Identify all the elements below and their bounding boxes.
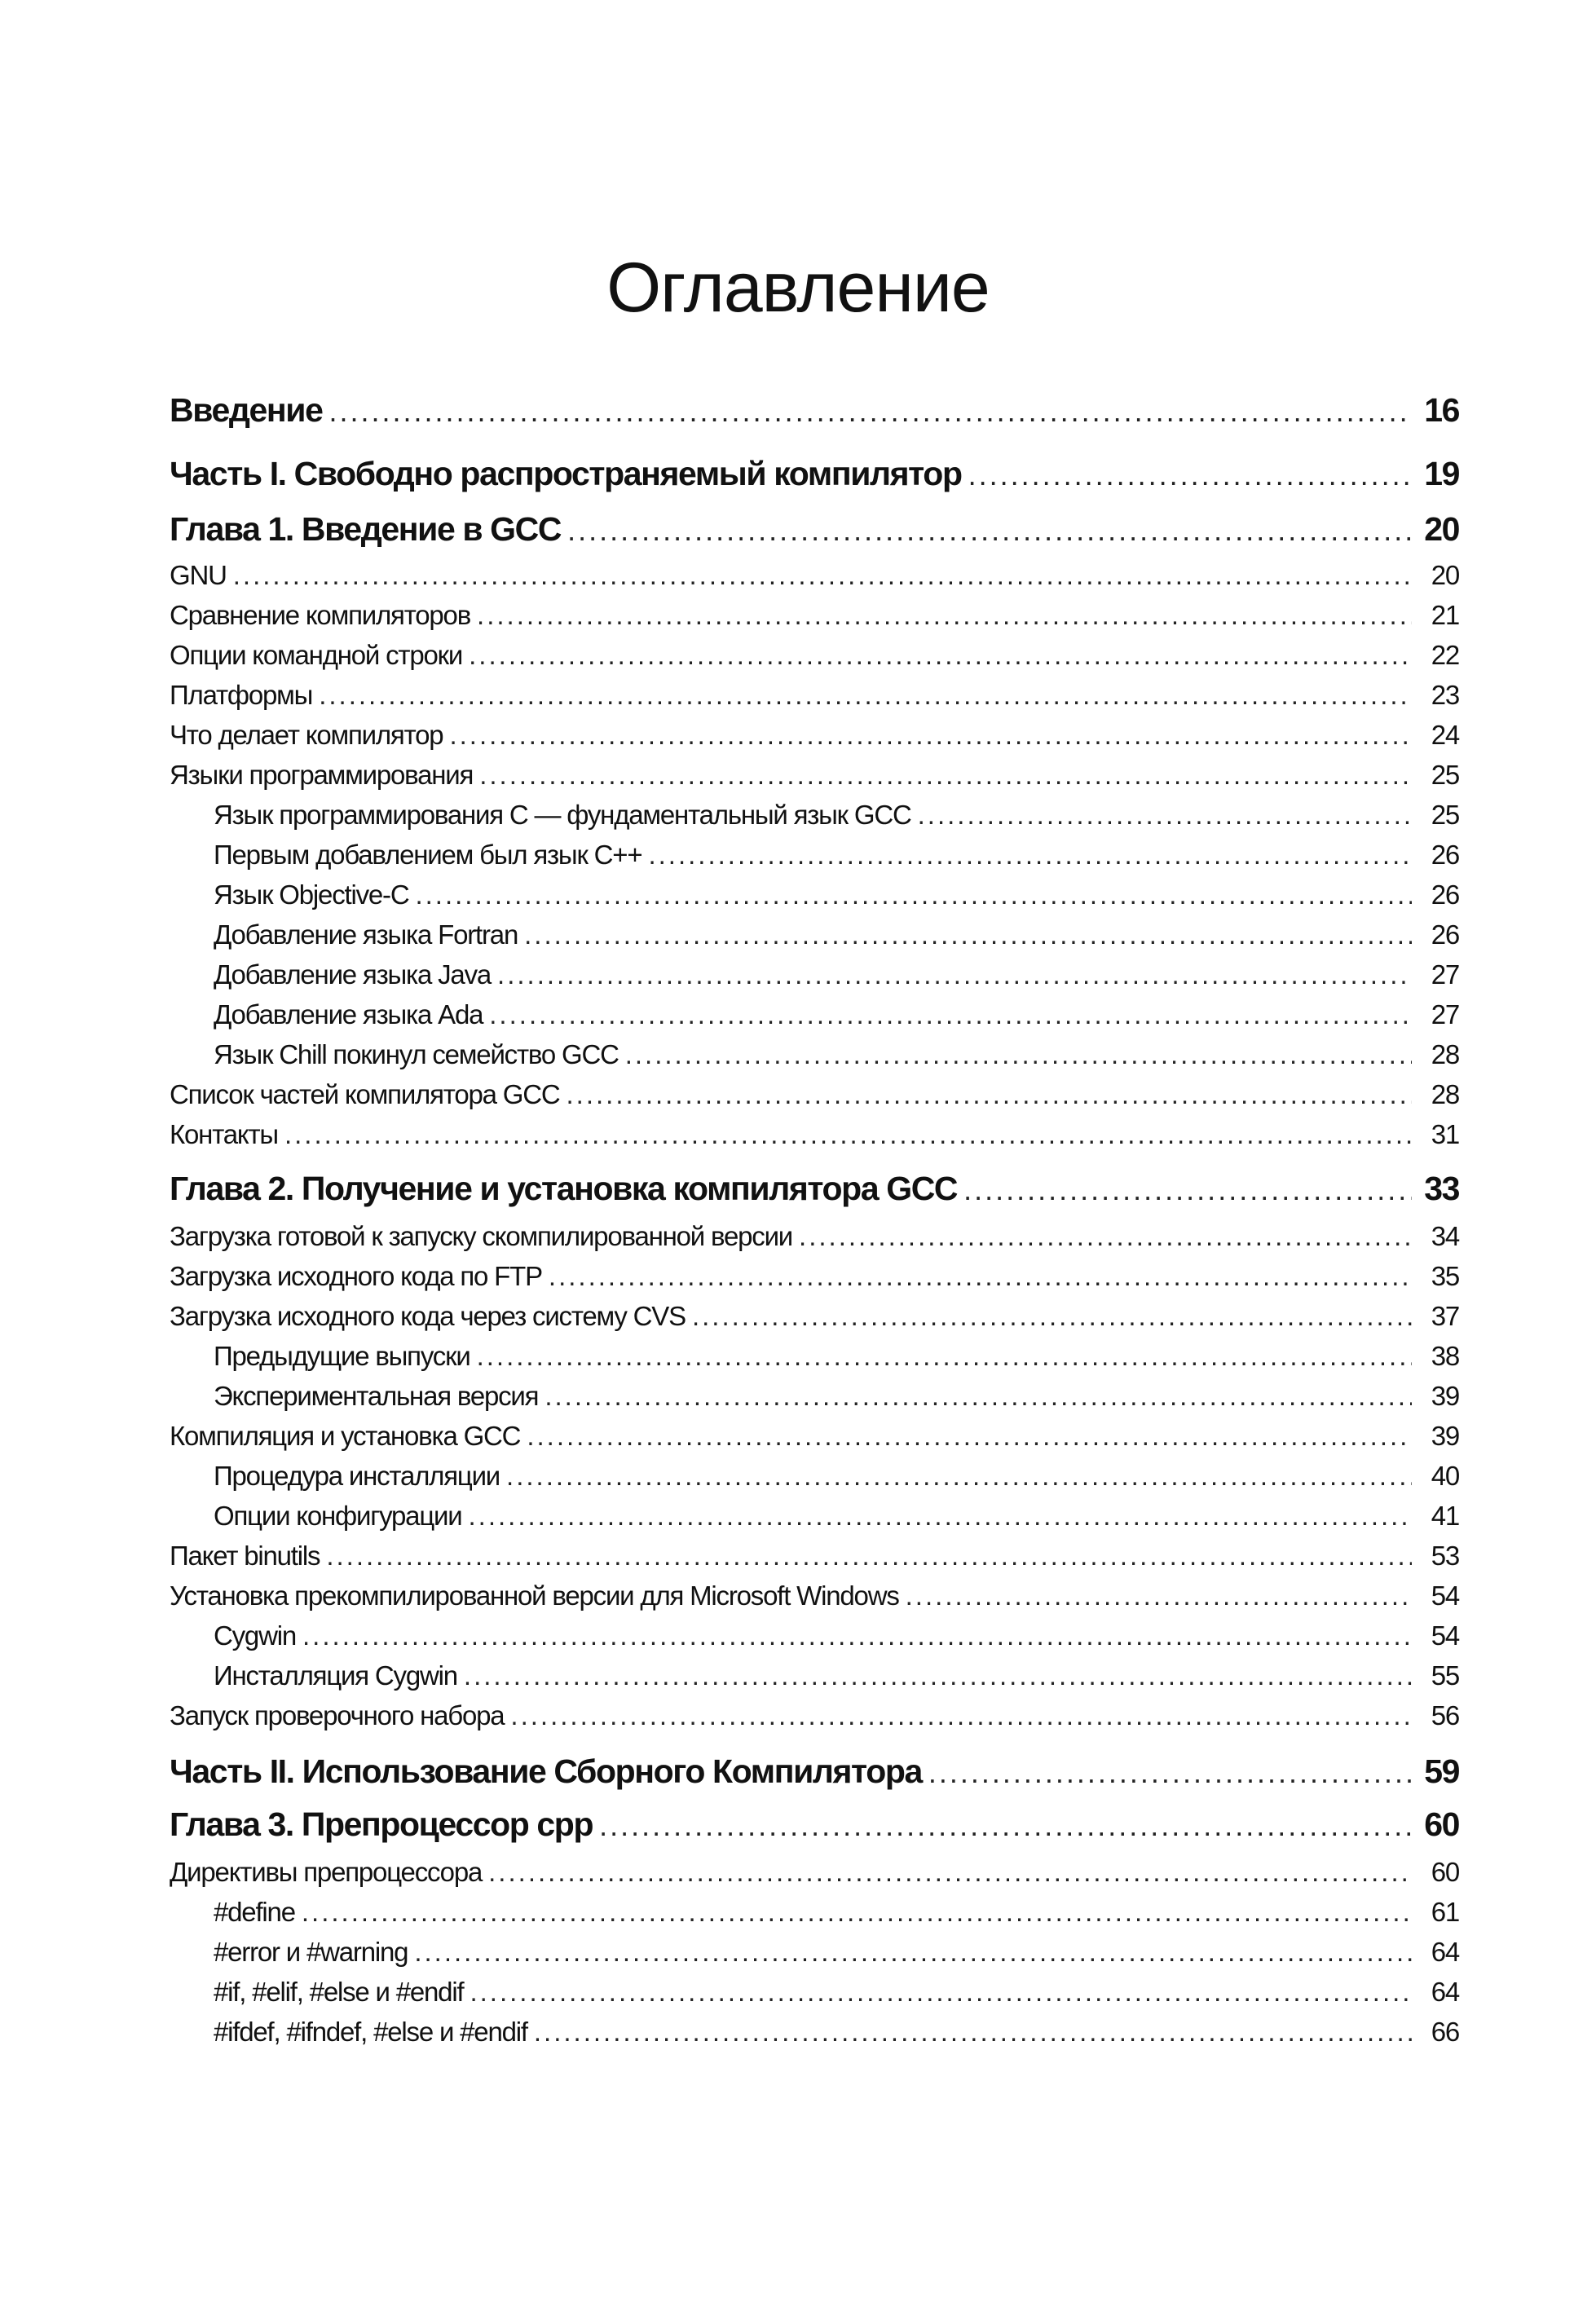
toc-dot-leader <box>506 1461 1412 1492</box>
toc-entry-title: Часть II. Использование Сборного Компилятора <box>170 1752 922 1790</box>
toc-entry-title: #ifdef, #ifndef, #else и #endif <box>214 2017 527 2047</box>
toc-entry-chapter <box>170 1170 1459 1210</box>
toc-entry-section <box>170 1079 1459 1120</box>
toc-dot-leader <box>479 760 1412 791</box>
toc-entry-page-number: 55 <box>1431 1660 1459 1691</box>
toc-dot-leader <box>906 1581 1412 1611</box>
toc-entry-page-number: 66 <box>1431 2017 1459 2047</box>
toc-entry-section <box>170 1221 1459 1262</box>
toc-entry-page-number: 40 <box>1431 1461 1459 1491</box>
toc-entry-title: Опции конфигурации <box>214 1501 462 1531</box>
toc-entry-title: Глава 3. Препроцессор cpp <box>170 1805 593 1843</box>
toc-entry-page-number: 53 <box>1431 1541 1459 1571</box>
toc-dot-leader <box>692 1301 1412 1332</box>
toc-entry-page-number: 26 <box>1431 840 1459 870</box>
toc-entry-title: Пакет binutils <box>170 1541 320 1571</box>
toc-entry-section <box>170 1700 1459 1741</box>
toc-entry-page-number: 60 <box>1424 1805 1459 1843</box>
toc-entry-page-number: 41 <box>1431 1501 1459 1531</box>
toc-entry-page-number: 31 <box>1431 1119 1459 1149</box>
toc-entry-section <box>170 560 1459 601</box>
toc-entry-part <box>170 455 1459 496</box>
toc-entry-title: Языки программирования <box>170 760 474 790</box>
toc-entry-section <box>170 1581 1459 1621</box>
toc-entry-subsection <box>170 880 1459 920</box>
toc-entry-title: Сравнение компиляторов <box>170 600 471 630</box>
toc-entry-part <box>170 1752 1459 1793</box>
toc-entry-page-number: 54 <box>1431 1581 1459 1611</box>
toc-entry-page-number: 25 <box>1431 760 1459 790</box>
toc-entry-section <box>170 1119 1459 1160</box>
toc-entry-title: Введение <box>170 391 323 429</box>
toc-entry-title: Контакты <box>170 1119 278 1149</box>
toc-dot-leader <box>469 1501 1413 1532</box>
toc-entry-title: Опции командной строки <box>170 640 463 670</box>
toc-entry-title: Добавление языка Fortran <box>214 919 518 950</box>
toc-entry-page-number: 39 <box>1431 1421 1459 1451</box>
toc-entry-subsection <box>170 1461 1459 1501</box>
toc-entry-title: Предыдущие выпуски <box>214 1341 470 1371</box>
toc-entry-title: Платформы <box>170 680 313 710</box>
toc-entry-page-number: 28 <box>1431 1039 1459 1069</box>
toc-entry-page-number: 34 <box>1431 1221 1459 1251</box>
toc-entry-page-number: 25 <box>1431 800 1459 830</box>
toc-dot-leader <box>928 1756 1412 1790</box>
toc-entry-page-number: 24 <box>1431 720 1459 750</box>
toc-entry-title: Директивы препроцессора <box>170 1857 483 1887</box>
toc-entry-page-number: 28 <box>1431 1079 1459 1109</box>
toc-entry-title: Язык Chill покинул семейство GCC <box>214 1039 619 1069</box>
toc-entry-title: Инсталляция Cygwin <box>214 1660 457 1691</box>
toc-entry-subsection <box>170 2017 1459 2057</box>
toc-entry-section <box>170 1857 1459 1898</box>
toc-entry-page-number: 19 <box>1424 455 1459 492</box>
toc-dot-leader <box>302 1897 1412 1928</box>
toc-entry-subsection <box>170 1381 1459 1422</box>
toc-dot-leader <box>464 1660 1412 1691</box>
toc-entry-subsection <box>170 959 1459 1000</box>
toc-entry-title: Язык программирования С — фундаментальный язык GCC <box>214 800 911 830</box>
toc-entry-page-number: 26 <box>1431 880 1459 910</box>
toc-entry-page-number: 39 <box>1431 1381 1459 1411</box>
toc-dot-leader <box>648 840 1412 871</box>
toc-dot-leader <box>302 1620 1412 1651</box>
toc-entry-page-number: 60 <box>1431 1857 1459 1887</box>
toc-entry-page-number: 61 <box>1431 1897 1459 1927</box>
toc-entry-title: Добавление языка Java <box>214 959 492 990</box>
toc-entry-title: Список частей компилятора GCC <box>170 1079 560 1109</box>
toc-entry-subsection <box>170 1620 1459 1661</box>
toc-dot-leader <box>567 1079 1413 1110</box>
toc-entry-page-number: 16 <box>1424 391 1459 429</box>
toc-entry-page-number: 33 <box>1424 1170 1459 1207</box>
toc-entry-title: Компиляция и установка GCC <box>170 1421 521 1451</box>
toc-entry-page-number: 38 <box>1431 1341 1459 1371</box>
toc-entry-title: Cygwin <box>214 1620 297 1651</box>
toc-entry-subsection <box>170 840 1459 880</box>
toc-entry-title: #if, #elif, #else и #endif <box>214 1977 464 2007</box>
toc-dot-leader <box>233 560 1412 591</box>
toc-entry-title: Часть I. Свободно распространяемый компилятор <box>170 455 962 492</box>
toc-entry-section <box>170 600 1459 641</box>
toc-dot-leader <box>534 2017 1412 2048</box>
toc-dot-leader <box>489 999 1412 1030</box>
toc-entry-title: GNU <box>170 560 227 590</box>
toc-entry-section <box>170 1421 1459 1461</box>
toc-entry-page-number: 64 <box>1431 1977 1459 2007</box>
toc-entry-page-number: 27 <box>1431 959 1459 990</box>
toc-dot-leader <box>497 959 1412 990</box>
toc-entry-title: Запуск проверочного набора <box>170 1700 505 1730</box>
toc-entry-page-number: 64 <box>1431 1937 1459 1967</box>
toc-entry-title: Язык Objective-C <box>214 880 409 910</box>
toc-dot-leader <box>968 458 1412 492</box>
toc-entry-subsection <box>170 1897 1459 1938</box>
toc-entry-title: Установка прекомпилированной версии для Microsoft Windows <box>170 1581 899 1611</box>
toc-dot-leader <box>799 1221 1412 1252</box>
toc-entry-subsection <box>170 1501 1459 1541</box>
toc-dot-leader <box>415 880 1412 910</box>
toc-entry-subsection <box>170 999 1459 1040</box>
toc-dot-leader <box>544 1381 1412 1412</box>
toc-dot-leader <box>326 1541 1412 1572</box>
toc-dot-leader <box>469 640 1412 671</box>
toc-entry-page-number: 26 <box>1431 919 1459 950</box>
toc-dot-leader <box>477 1341 1412 1372</box>
toc-entry-page-number: 54 <box>1431 1620 1459 1651</box>
toc-entry-title: Первым добавлением был язык C++ <box>214 840 642 870</box>
toc-entry-subsection <box>170 1039 1459 1080</box>
toc-entry-subsection <box>170 919 1459 960</box>
toc-entry-page-number: 35 <box>1431 1261 1459 1291</box>
toc-dot-leader <box>284 1119 1412 1150</box>
toc-entry-subsection <box>170 1937 1459 1977</box>
toc-dot-leader <box>549 1261 1412 1292</box>
toc-entry-section <box>170 640 1459 681</box>
toc-entry-section <box>170 760 1459 800</box>
toc-dot-leader <box>510 1700 1412 1731</box>
toc-dot-leader <box>319 680 1412 711</box>
toc-entry-title: Что делает компилятор <box>170 720 443 750</box>
toc-dot-leader <box>328 395 1412 429</box>
toc-dot-leader <box>449 720 1412 751</box>
toc-dot-leader <box>918 800 1412 831</box>
toc-entry-title: Добавление языка Ada <box>214 999 483 1029</box>
toc-entry-section <box>170 1541 1459 1581</box>
page-title: Оглавление <box>606 248 990 327</box>
toc-entry-subsection <box>170 1660 1459 1701</box>
toc-entry-subsection <box>170 1977 1459 2017</box>
toc-entry-section <box>170 720 1459 761</box>
toc-entry-page-number: 21 <box>1431 600 1459 630</box>
toc-dot-leader <box>488 1857 1412 1888</box>
toc-dot-leader <box>470 1977 1412 2008</box>
toc-entry-chapter <box>170 391 1459 432</box>
toc-entry-page-number: 59 <box>1424 1752 1459 1790</box>
toc-dot-leader <box>524 919 1412 950</box>
toc-entry-title: Загрузка исходного кода через систему CVS <box>170 1301 686 1331</box>
toc-entry-title: #error и #warning <box>214 1937 408 1967</box>
toc-entry-title: #define <box>214 1897 295 1927</box>
toc-entry-page-number: 23 <box>1431 680 1459 710</box>
toc-entry-chapter <box>170 510 1459 551</box>
toc-entry-title: Экспериментальная версия <box>214 1381 539 1411</box>
toc-entry-page-number: 20 <box>1431 560 1459 590</box>
toc-entry-page-number: 27 <box>1431 999 1459 1029</box>
toc-dot-leader <box>477 600 1412 631</box>
toc-entry-title: Процедура инсталляции <box>214 1461 500 1491</box>
toc-entry-subsection <box>170 1341 1459 1382</box>
toc-dot-leader <box>414 1937 1412 1968</box>
toc-entry-title: Загрузка готовой к запуску скомпилированной версии <box>170 1221 793 1251</box>
toc-entry-page-number: 56 <box>1431 1700 1459 1730</box>
toc-entry-subsection <box>170 800 1459 840</box>
toc-entry-title: Глава 2. Получение и установка компилятора GCC <box>170 1170 958 1207</box>
toc-entry-title: Загрузка исходного кода по FTP <box>170 1261 542 1291</box>
toc-dot-leader <box>599 1809 1412 1843</box>
toc-entry-section <box>170 680 1459 721</box>
toc-entry-page-number: 37 <box>1431 1301 1459 1331</box>
toc-dot-leader <box>527 1421 1412 1452</box>
toc-entry-page-number: 22 <box>1431 640 1459 670</box>
toc-entry-section <box>170 1301 1459 1342</box>
toc-dot-leader <box>625 1039 1412 1070</box>
toc-entry-title: Глава 1. Введение в GCC <box>170 510 562 548</box>
toc-dot-leader <box>567 514 1412 548</box>
toc-entry-page-number: 20 <box>1424 510 1459 548</box>
toc-entry-chapter <box>170 1805 1459 1846</box>
toc-entry-section <box>170 1261 1459 1302</box>
toc-dot-leader <box>963 1173 1412 1207</box>
